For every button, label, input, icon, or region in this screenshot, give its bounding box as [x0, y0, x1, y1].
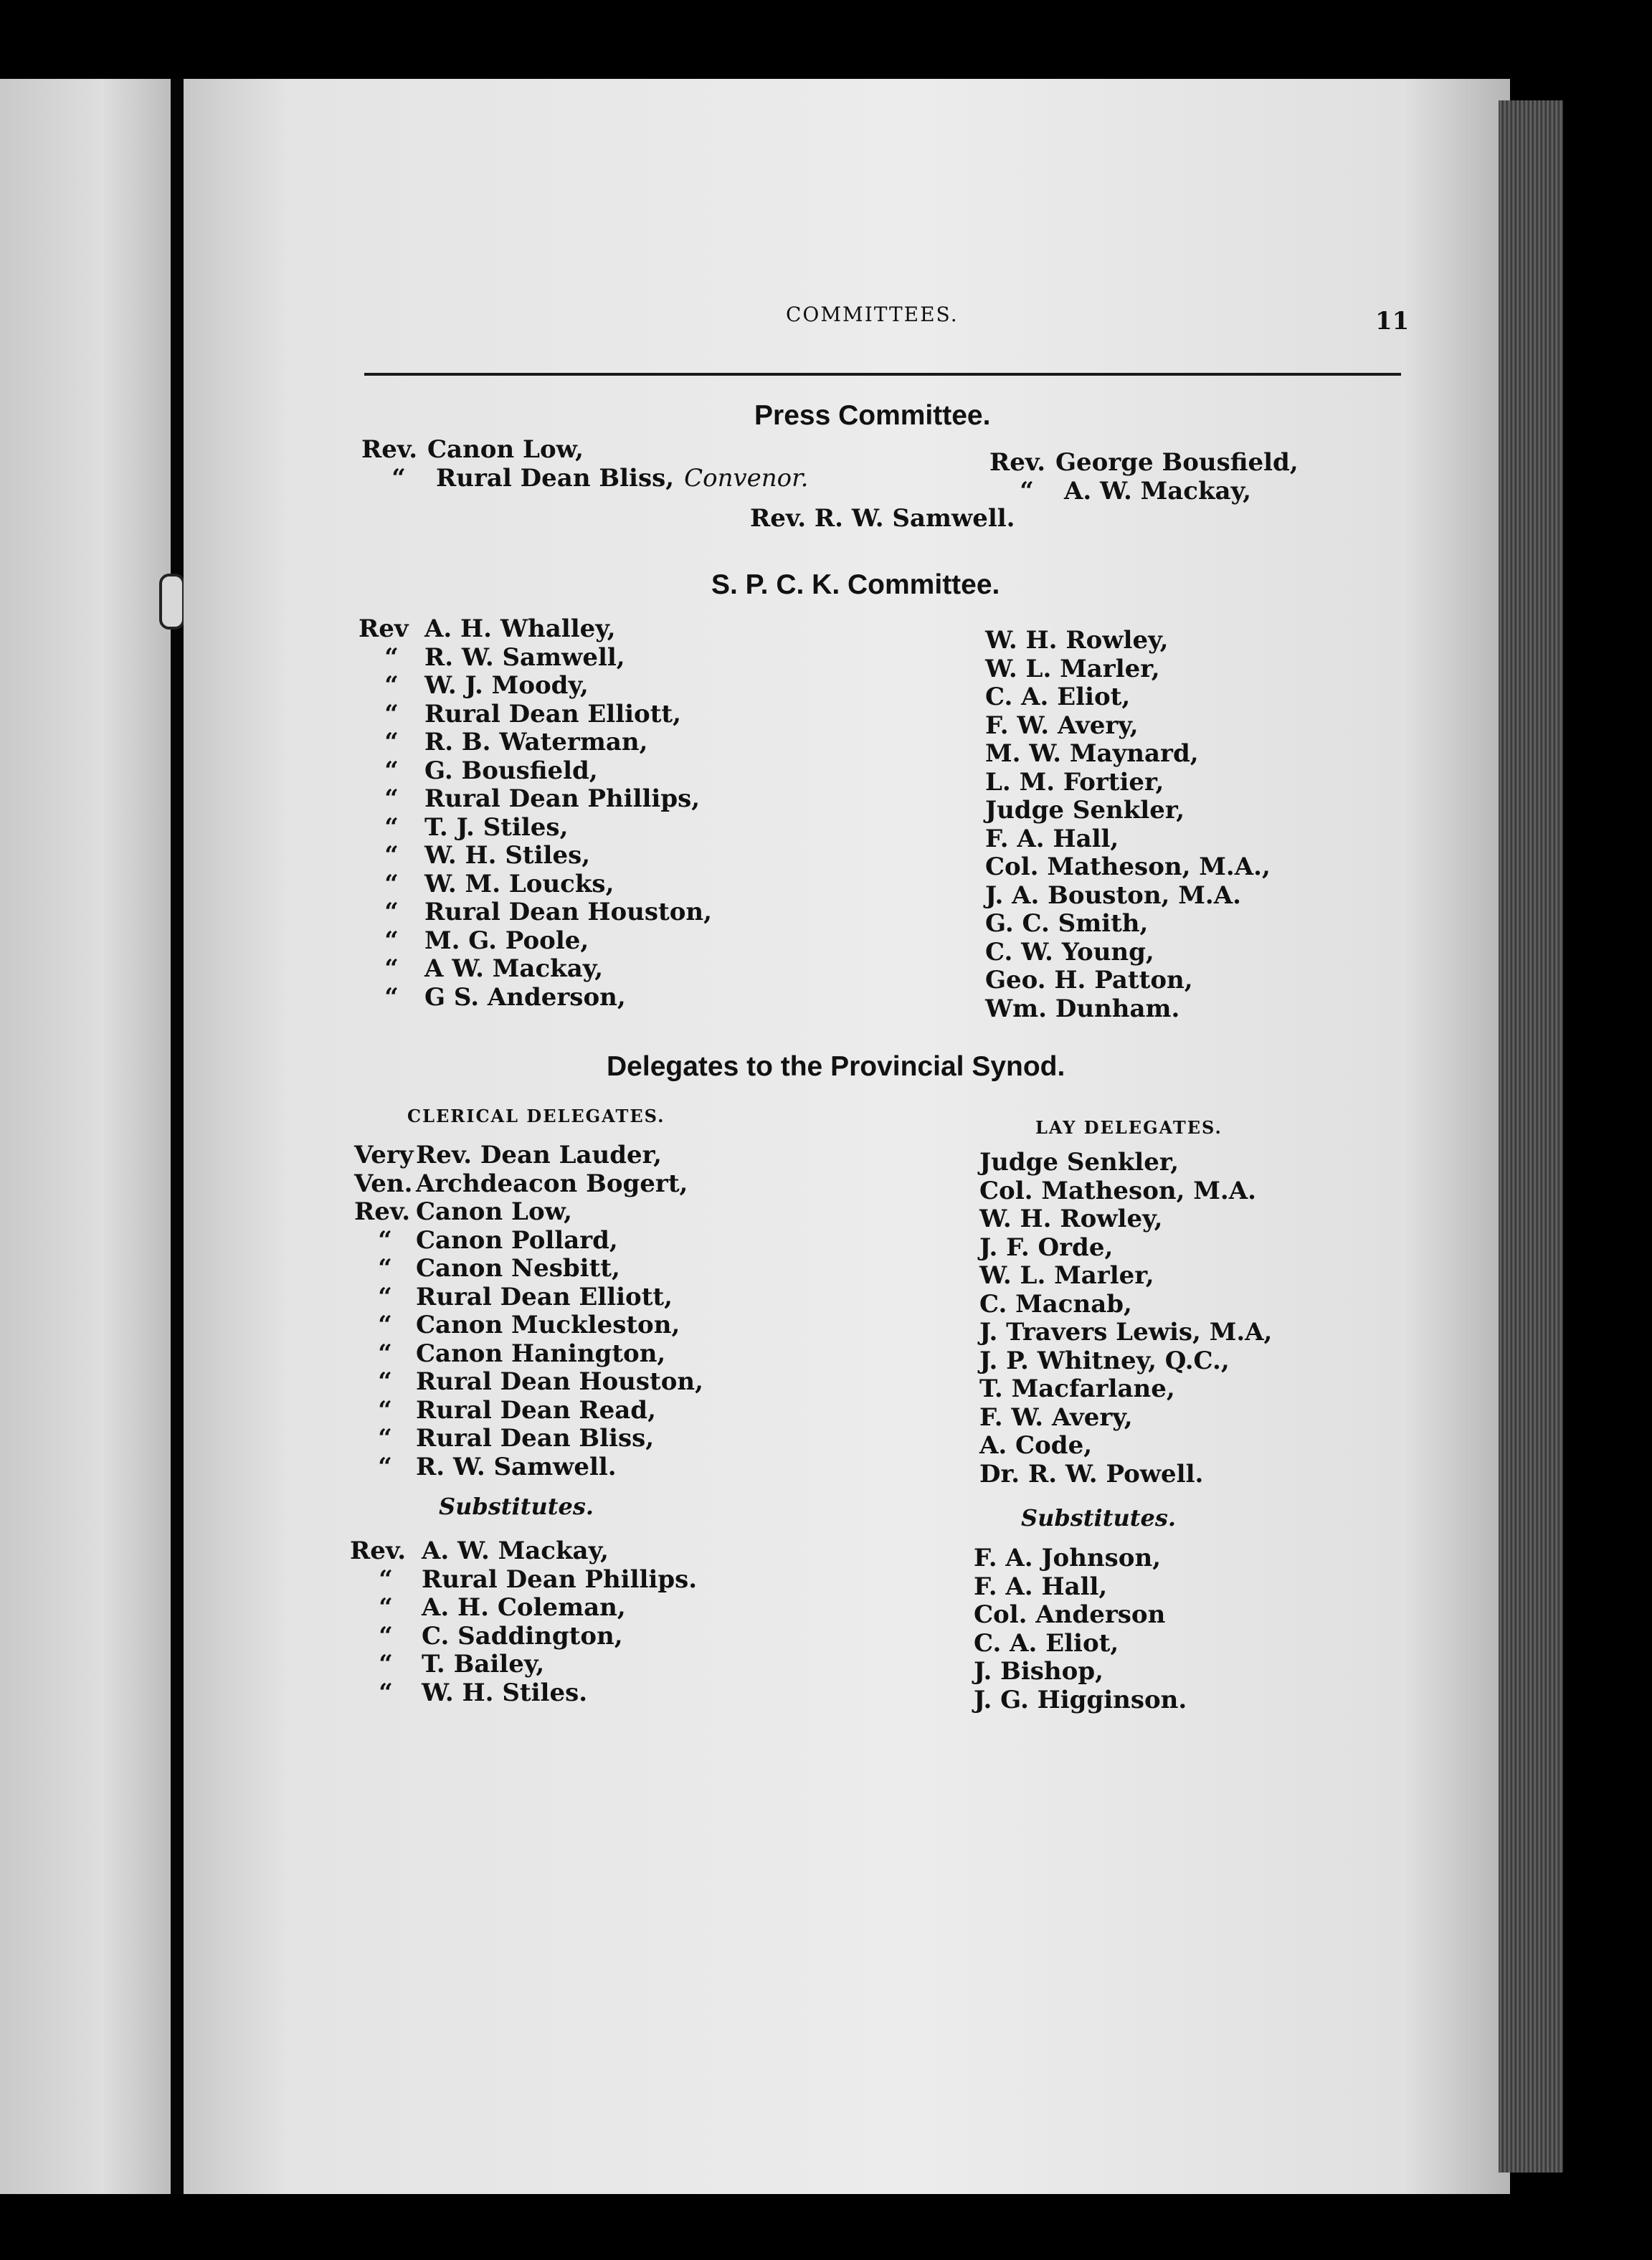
list-item [350, 1679, 697, 1708]
list-item [350, 1594, 697, 1623]
entry-name: Rural Dean Bliss, [436, 463, 675, 493]
entry-name: A. H. Whalley, [424, 614, 616, 643]
press-right-column [989, 449, 1299, 505]
spck-left-column [359, 615, 712, 1012]
list-item: F. A. Hall, [974, 1572, 1108, 1601]
list-item: F. A. Hall, [985, 824, 1119, 853]
list-item [361, 436, 808, 465]
list-item [989, 478, 1299, 506]
list-item: J. Bishop, [974, 1657, 1103, 1686]
list-item: J. P. Whitney, Q.C., [979, 1346, 1230, 1375]
list-item: Col. Anderson [974, 1600, 1166, 1629]
ditto-mark: “ [384, 784, 399, 813]
entry-name: Canon Low, [427, 435, 584, 464]
entry-name: T. J. Stiles, [424, 812, 569, 842]
list-item: Dr. R. W. Powell. [979, 1459, 1204, 1489]
ditto-mark: “ [384, 699, 399, 728]
ditto-mark: “ [384, 898, 399, 926]
clerical-substitutes-column [350, 1537, 697, 1707]
list-item [350, 1623, 697, 1651]
list-item: J. A. Bouston, M.A. [985, 880, 1241, 910]
entry-name: Canon Hanington, [416, 1339, 666, 1368]
list-item [350, 1537, 697, 1566]
entry-name: A. W. Mackay, [1064, 476, 1251, 505]
list-item [359, 898, 712, 927]
ditto-mark: “ [384, 982, 399, 1012]
spck-right-column [985, 627, 1271, 1023]
facing-page-edge [0, 79, 171, 2194]
ditto-mark: “ [384, 728, 399, 756]
list-item: J. Travers Lewis, M.A, [979, 1318, 1273, 1347]
ditto-mark: “ [384, 671, 399, 700]
list-item [354, 1397, 703, 1425]
entry-prefix: Rev. [361, 435, 418, 464]
list-item: Judge Senkler, [979, 1148, 1179, 1177]
list-item: C. A. Eliot, [974, 1628, 1119, 1658]
entry-name: A. W. Mackay, [422, 1537, 609, 1565]
entry-name: Rev. Dean Lauder, [416, 1141, 662, 1169]
running-head: COMMITTEES. [786, 303, 959, 326]
list-item [354, 1227, 703, 1255]
ditto-mark: “ [379, 1650, 393, 1679]
list-item: C. W. Young, [985, 937, 1154, 967]
list-item: Geo. H. Patton, [985, 966, 1193, 994]
ditto-mark: “ [378, 1311, 392, 1339]
press-left-column [361, 436, 808, 493]
entry-name: Rural Dean Bliss, [416, 1424, 655, 1453]
list-item: M. W. Maynard, [985, 739, 1199, 768]
ditto-mark: “ [378, 1424, 392, 1453]
entry-name: Canon Pollard, [416, 1225, 618, 1255]
list-item: G. C. Smith, [985, 909, 1149, 938]
entry-prefix: Rev. [989, 448, 1046, 477]
list-item [354, 1283, 703, 1312]
ditto-mark: “ [378, 1339, 392, 1368]
list-item: T. Macfarlane, [979, 1374, 1175, 1403]
ditto-mark: “ [379, 1678, 393, 1707]
document-page [184, 79, 1510, 2194]
ditto-mark: “ [384, 642, 399, 672]
list-item [359, 842, 712, 870]
entry-name: R. W. Samwell. [416, 1452, 617, 1481]
list-item [354, 1453, 703, 1482]
list-item: F. A. Johnson, [974, 1544, 1162, 1572]
list-item: W. H. Rowley, [979, 1205, 1163, 1233]
entry-name: Rural Dean Phillips. [422, 1565, 698, 1594]
list-item: Judge Senkler, [985, 796, 1185, 825]
press-center-entry: Rev. R. W. Samwell. [750, 504, 1015, 533]
entry-name: T. Bailey, [422, 1650, 545, 1679]
list-item: C. A. Eliot, [985, 683, 1131, 711]
list-item [354, 1311, 703, 1340]
entry-name: Rural Dean Houston, [416, 1367, 703, 1396]
ditto-mark: “ [384, 954, 399, 983]
ditto-mark: “ [1020, 476, 1034, 505]
list-item [359, 672, 712, 701]
list-item [359, 644, 712, 673]
binding-mark [159, 574, 185, 630]
list-item: J. G. Higginson. [974, 1685, 1187, 1714]
clerical-delegates-heading: CLERICAL DELEGATES. [407, 1106, 665, 1126]
entry-name: W. J. Moody, [424, 671, 589, 700]
list-item [350, 1566, 697, 1595]
book-spine [171, 79, 184, 2194]
list-item: W. L. Marler, [985, 654, 1160, 683]
list-item: Col. Matheson, M.A. [979, 1176, 1256, 1205]
list-item [359, 728, 712, 757]
entry-name: George Bousfield, [1055, 448, 1299, 477]
list-item: Wm. Dunham. [985, 994, 1180, 1023]
entry-name: R. W. Samwell, [424, 642, 625, 672]
ditto-mark: “ [379, 1593, 393, 1622]
list-item [359, 955, 712, 984]
ditto-mark: “ [384, 926, 399, 955]
ditto-mark: “ [379, 1621, 393, 1651]
list-item: A. Code, [979, 1431, 1093, 1460]
entry-name: G. Bousfield, [424, 756, 598, 785]
list-item [354, 1198, 703, 1227]
entry-name: A. H. Coleman, [422, 1593, 626, 1622]
list-item [354, 1340, 703, 1369]
ditto-mark: “ [378, 1254, 392, 1283]
ditto-mark: “ [384, 841, 399, 870]
list-item: Col. Matheson, M.A., [985, 853, 1271, 881]
list-item: J. F. Orde, [979, 1233, 1114, 1262]
entry-name: R. B. Waterman, [424, 728, 648, 756]
ditto-mark: “ [378, 1367, 392, 1396]
list-item: F. W. Avery, [979, 1402, 1133, 1432]
header-rule [364, 373, 1401, 376]
list-item [350, 1651, 697, 1679]
ditto-mark: “ [384, 812, 399, 842]
entry-name: Rural Dean Elliott, [416, 1282, 673, 1311]
entry-name: W. M. Loucks, [424, 869, 614, 898]
list-item [359, 984, 712, 1012]
list-item: F. W. Avery, [985, 711, 1139, 740]
entry-name: Canon Nesbitt, [416, 1254, 620, 1283]
ditto-mark: “ [391, 463, 406, 493]
list-item [359, 757, 712, 786]
convenor-note: Convenor. [684, 463, 809, 493]
lay-substitutes-column [974, 1544, 1187, 1714]
list-item [359, 870, 712, 899]
entry-name: Archdeacon Bogert, [416, 1169, 688, 1198]
ditto-mark: “ [379, 1565, 393, 1594]
entry-name: W. H. Stiles. [422, 1678, 588, 1707]
spck-committee-title: S. P. C. K. Committee. [711, 569, 1000, 600]
entry-name: G S. Anderson, [424, 982, 626, 1012]
list-item [354, 1170, 703, 1199]
entry-prefix: Rev. [350, 1537, 407, 1565]
page-fore-edge [1499, 100, 1563, 2173]
ditto-mark: “ [378, 1225, 392, 1255]
page-number: 11 [1375, 307, 1410, 336]
ditto-mark: “ [384, 756, 399, 785]
list-item: L. M. Fortier, [985, 767, 1164, 797]
press-committee-title: Press Committee. [754, 400, 991, 431]
list-item [359, 701, 712, 729]
entry-name: A W. Mackay, [424, 954, 604, 983]
clerical-delegates-column [354, 1141, 703, 1481]
list-item [361, 465, 808, 493]
list-item [359, 927, 712, 956]
list-item [359, 785, 712, 814]
entry-name: C. Saddington, [422, 1621, 623, 1651]
list-item [354, 1425, 703, 1453]
ditto-mark: “ [378, 1282, 392, 1311]
entry-prefix: Very [354, 1141, 414, 1169]
ditto-mark: “ [378, 1452, 392, 1481]
entry-prefix: Rev. [354, 1197, 411, 1226]
list-item: W. L. Marler, [979, 1261, 1154, 1290]
entry-prefix: Rev [359, 614, 409, 643]
list-item [354, 1141, 703, 1170]
entry-name: Canon Muckleston, [416, 1311, 680, 1339]
entry-name: Rural Dean Phillips, [424, 784, 701, 813]
list-item [354, 1255, 703, 1283]
clerical-substitutes-label: Substitutes. [439, 1493, 594, 1520]
lay-delegates-column [979, 1149, 1272, 1489]
list-item [359, 814, 712, 842]
entry-name: Canon Low, [416, 1197, 572, 1226]
list-item: C. Macnab, [979, 1289, 1132, 1319]
entry-name: Rural Dean Houston, [424, 898, 712, 926]
entry-name: Rural Dean Elliott, [424, 699, 681, 728]
entry-name: W. H. Stiles, [424, 841, 591, 870]
list-item [359, 615, 712, 644]
entry-name: Rural Dean Read, [416, 1395, 656, 1425]
synod-delegates-title: Delegates to the Provincial Synod. [607, 1051, 1065, 1082]
list-item [354, 1368, 703, 1397]
list-item [989, 449, 1299, 478]
ditto-mark: “ [378, 1395, 392, 1425]
lay-substitutes-label: Substitutes. [1021, 1504, 1177, 1532]
list-item: W. H. Rowley, [985, 626, 1169, 655]
entry-prefix: Ven. [354, 1169, 413, 1198]
entry-name: M. G. Poole, [424, 926, 589, 955]
ditto-mark: “ [384, 869, 399, 898]
lay-delegates-heading: LAY DELEGATES. [1035, 1117, 1223, 1138]
